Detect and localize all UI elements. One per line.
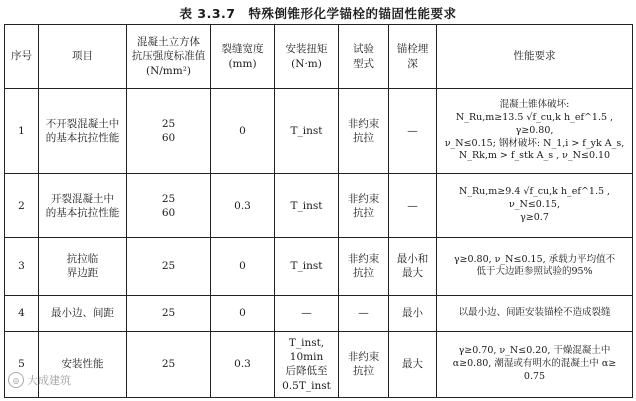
cell-test: 非约束 抗拉 [339,238,389,296]
watermark-logo-icon: ◎ [8,372,24,388]
cell-performance: 混凝土锥体破坏: N_Ru,m≥13.5 √f_cu,k h_ef^1.5 , γ≥0.80, ν_N≤0.15; 钢材破坏: N_1,i > f_yk A_s, N_Rk,m > f_stk A_s , ν_N≤0.10 [437,89,633,174]
cell-no: 1 [5,89,39,174]
cell-strength: 25 60 [127,174,211,238]
cell-crack: 0.3 [211,331,275,397]
header-no: 序号 [5,25,39,89]
cell-no: 3 [5,238,39,296]
cell-depth: — [389,89,437,174]
table-row [5,174,633,238]
cell-performance: γ≥0.70, ν_N≤0.20, 干燥混凝土中 α≥0.80, 潮湿或有明水的混凝土中 α≥ 0.75 [437,331,633,397]
cell-crack: 0 [211,238,275,296]
header-performance: 性能要求 [437,25,633,89]
cell-depth: 最大 [389,331,437,397]
table-row [5,238,633,296]
cell-performance: N_Ru,m≥9.4 √f_cu,k h_ef^1.5 , ν_N≤0.15, γ≥0.7 [437,174,633,238]
cell-item: 安装性能 [39,331,127,397]
cell-depth: — [389,174,437,238]
cell-item: 不开裂混凝土中 的基本抗拉性能 [39,89,127,174]
watermark-text: 大成建筑 [27,374,71,387]
anchor-performance-table [4,24,633,398]
cell-strength: 25 [127,295,211,331]
cell-test: — [339,295,389,331]
cell-item: 抗拉临 界边距 [39,238,127,296]
header-item: 项目 [39,25,127,89]
header-row [5,25,633,89]
header-torque: 安装扭矩 (N·m) [275,25,339,89]
cell-torque: T_inst [275,238,339,296]
cell-no: 5 [5,331,39,397]
cell-depth: 最小 [389,295,437,331]
cell-performance: 以最小边、间距安装锚栓不造成裂缝 [437,295,633,331]
cell-torque: T_inst [275,174,339,238]
table-row [5,89,633,174]
cell-no: 2 [5,174,39,238]
header-embed-depth: 锚栓埋深 [389,25,437,89]
cell-item: 最小边、间距 [39,295,127,331]
cell-torque: T_inst, 10min 后降低至 0.5T_inst [275,331,339,397]
cell-no: 4 [5,295,39,331]
cell-crack: 0 [211,89,275,174]
cell-torque: T_inst [275,89,339,174]
cell-test: 非约束 抗拉 [339,89,389,174]
cell-strength: 25 [127,331,211,397]
table-row [5,331,633,397]
cell-test: 非约束 抗拉 [339,174,389,238]
cell-test: 非约束 抗拉 [339,331,389,397]
cell-depth: 最小和 最大 [389,238,437,296]
cell-strength: 25 60 [127,89,211,174]
cell-torque: — [275,295,339,331]
header-test-type: 试验 型式 [339,25,389,89]
cell-item: 开裂混凝土中 的基本抗拉性能 [39,174,127,238]
table-caption: 表 3.3.7 特殊倒锥形化学锚栓的锚固性能要求 [179,6,457,21]
cell-strength: 25 [127,238,211,296]
cell-crack: 0.3 [211,174,275,238]
cell-crack: 0 [211,295,275,331]
table-row [5,295,633,331]
header-strength: 混凝土立方体 抗压强度标准值 (N/mm²) [127,25,211,89]
header-crack-width: 裂缝宽度 (mm) [211,25,275,89]
cell-performance: γ≥0.80, ν_N≤0.15, 承载力平均值不 低于大边距参照试验的95% [437,238,633,296]
watermark [8,372,71,388]
